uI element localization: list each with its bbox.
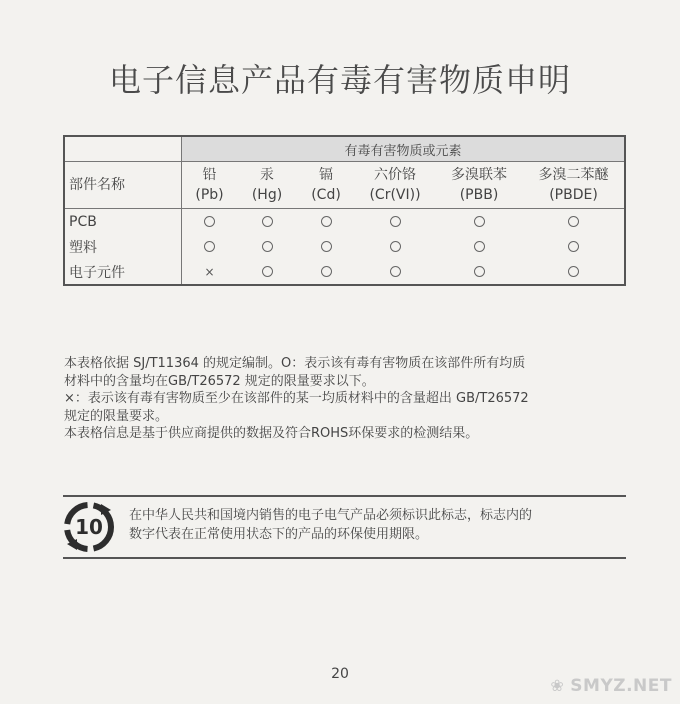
mark-cell — [297, 259, 355, 285]
mark-cell — [182, 209, 238, 235]
substance-name: 六价铬 — [374, 167, 416, 183]
compliant-mark-icon — [321, 266, 332, 277]
table-row-pcb — [64, 209, 625, 235]
substance-name: 多溴联苯 — [451, 167, 507, 183]
epup-description — [129, 506, 619, 544]
mark-cell — [237, 234, 297, 259]
environmental-protection-period-notice — [63, 495, 626, 559]
table-notes — [64, 355, 624, 443]
page-number: 20 — [331, 666, 349, 682]
compliant-mark-icon — [568, 266, 579, 277]
substance-name: 多溴二苯醚 — [538, 167, 609, 183]
part-name-header: 部件名称 — [64, 162, 182, 209]
part-name: 电子元件 — [64, 259, 182, 285]
mark-cell — [182, 234, 238, 259]
substance-header-cd — [297, 162, 355, 209]
substance-name: 汞 — [260, 167, 274, 183]
mark-cell — [523, 209, 625, 235]
substance-symbol: (PBDE) — [549, 187, 598, 203]
substance-name: 镉 — [319, 167, 333, 183]
mark-cell — [297, 234, 355, 259]
watermark-logo-icon: ❀ — [550, 676, 565, 695]
table-row-electronic-components — [64, 259, 625, 285]
note-line: 材料中的含量均在GB/T26572 规定的限量要求以下。 — [64, 373, 375, 389]
compliant-mark-icon — [321, 216, 332, 227]
note-line: 本表格信息是基于供应商提供的数据及符合ROHS环保要求的检测结果。 — [64, 426, 479, 441]
compliant-mark-icon — [474, 266, 485, 277]
compliant-mark-icon — [474, 241, 485, 252]
page-title: 电子信息产品有毒有害物质申明 — [108, 61, 571, 99]
note-line: ×：表示该有毒有害物质至少在该部件的某一均质材料中的含量超出 GB/T26572 — [64, 391, 529, 406]
mark-cell — [435, 234, 523, 259]
compliant-mark-icon — [321, 241, 332, 252]
mark-cell — [355, 259, 435, 285]
table-header-row — [64, 162, 625, 209]
substance-header-cr6 — [355, 162, 435, 209]
epup-line: 在中华人民共和国境内销售的电子电气产品必须标识此标志，标志内的 — [129, 508, 533, 523]
compliant-mark-icon — [262, 241, 273, 252]
part-name: PCB — [64, 209, 182, 235]
epup-line: 数字代表在正常使用状态下的产品的环保使用期限。 — [129, 527, 429, 542]
mark-cell — [355, 234, 435, 259]
substance-header-pbb — [435, 162, 523, 209]
mark-cell — [237, 259, 297, 285]
substance-header-pbde — [523, 162, 625, 209]
substance-symbol: (PBB) — [459, 187, 499, 203]
mark-cell — [355, 209, 435, 235]
compliant-mark-icon — [474, 216, 485, 227]
mark-cell — [435, 209, 523, 235]
note-line: 本表格依据 SJ/T11364 的规定编制。O：表示该有毒有害物质在该部件所有均质 — [64, 356, 526, 371]
substance-header-hg — [237, 162, 297, 209]
substance-symbol: (Hg) — [251, 187, 283, 203]
compliant-mark-icon — [390, 266, 401, 277]
watermark — [550, 676, 672, 696]
table-row-plastic — [64, 234, 625, 259]
mark-cell — [523, 259, 625, 285]
compliant-mark-icon — [390, 241, 401, 252]
compliant-mark-icon — [204, 241, 215, 252]
substance-header-pb — [182, 162, 238, 209]
compliant-mark-icon — [390, 216, 401, 227]
compliant-mark-icon — [262, 216, 273, 227]
mark-cell — [182, 259, 238, 285]
note-line: 规定的限量要求。 — [64, 408, 169, 424]
substance-symbol: (Cr(VI)) — [369, 187, 421, 203]
compliant-mark-icon — [568, 241, 579, 252]
epup-recycle-icon — [61, 499, 117, 555]
table-group-header-row — [64, 136, 625, 162]
hazardous-substance-table — [63, 135, 626, 286]
mark-cell — [297, 209, 355, 235]
compliant-mark-icon — [568, 216, 579, 227]
mark-cell — [237, 209, 297, 235]
substance-group-header: 有毒有害物质或元素 — [182, 136, 626, 162]
mark-cell — [435, 259, 523, 285]
mark-cell — [523, 234, 625, 259]
substance-name: 铅 — [202, 167, 217, 183]
exceeds-limit-mark: × — [204, 264, 215, 279]
substance-symbol: (Pb) — [195, 187, 224, 203]
table-corner-cell — [64, 136, 182, 162]
compliant-mark-icon — [204, 216, 215, 227]
watermark-text: SMYZ.NET — [570, 676, 672, 696]
compliant-mark-icon — [262, 266, 273, 277]
substance-symbol: (Cd) — [311, 187, 341, 203]
epup-number: 10 — [75, 515, 103, 539]
part-name: 塑料 — [64, 234, 182, 259]
